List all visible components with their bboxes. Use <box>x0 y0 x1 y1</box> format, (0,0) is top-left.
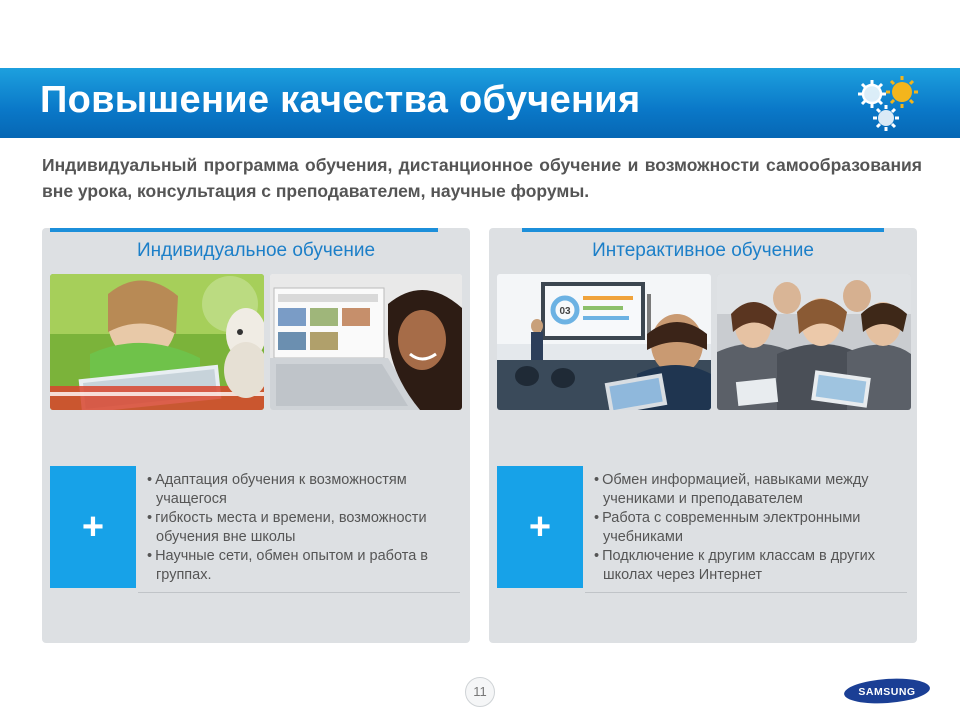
list-item: • гибкость места и времени, возможности обучения вне школы <box>144 509 462 547</box>
panel-accent-line <box>50 228 438 232</box>
title-bar <box>0 68 960 138</box>
divider <box>585 592 907 593</box>
photo-woman-with-laptop <box>270 274 462 410</box>
panel-interactive-learning <box>489 228 917 643</box>
brand-text: SAMSUNG <box>858 686 916 698</box>
plus-box <box>497 466 583 588</box>
benefits-list <box>591 471 909 585</box>
page-number: 11 <box>465 677 495 707</box>
panel-accent-line <box>522 228 884 232</box>
plus-icon: + <box>528 506 552 548</box>
plus-box <box>50 466 136 588</box>
list-item: • Работа с современным электронными учебниками <box>591 509 909 547</box>
samsung-logo <box>842 676 932 706</box>
photo-students-with-tablets <box>717 274 911 410</box>
list-item: • Адаптация обучения к возможностям учащегося <box>144 471 462 509</box>
list-item: • Научные сети, обмен опытом и работа в группах. <box>144 547 462 585</box>
benefits-list <box>144 471 462 585</box>
list-item: • Обмен информацией, навыками между учениками и преподавателем <box>591 471 909 509</box>
screen-number: 03 <box>559 306 571 317</box>
plus-icon: + <box>81 506 105 548</box>
subtitle-text: Индивидуальный программа обучения, дистанционное обучение и возможности самообразования вне урока, консультация с преподавателем, научные форумы. <box>42 155 922 201</box>
divider <box>138 592 460 593</box>
photo-classroom-presentation <box>497 274 711 410</box>
panel-heading: Индивидуальное обучение <box>136 240 376 261</box>
panel-individual-learning <box>42 228 470 643</box>
page-title: Повышение качества обучения <box>40 79 641 121</box>
photo-girl-with-tablet <box>50 274 264 410</box>
panel-heading: Интерактивное обучение <box>592 240 814 261</box>
list-item: • Подключение к другим классам в других школах через Интернет <box>591 547 909 585</box>
gears-icon <box>852 72 922 136</box>
